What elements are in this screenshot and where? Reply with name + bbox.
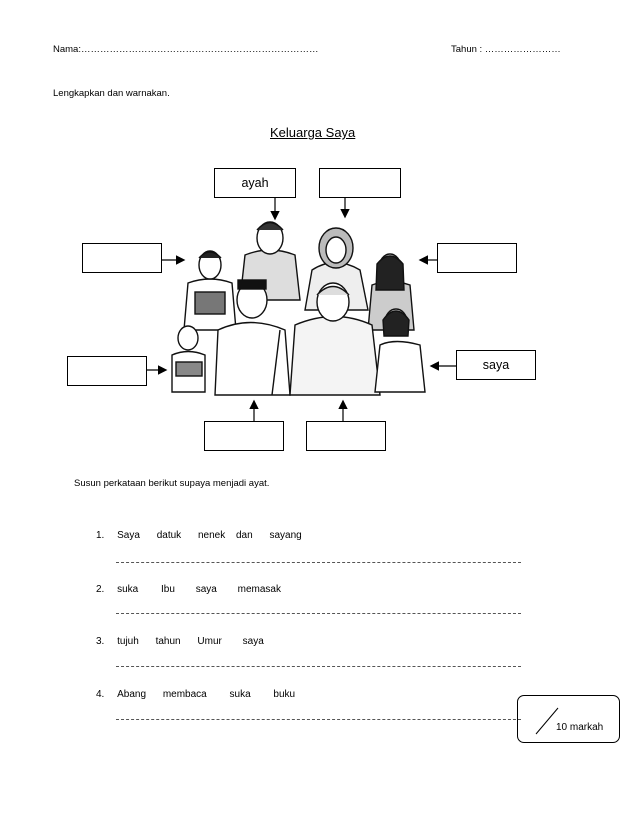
question-1: [96, 530, 302, 541]
word: tahun: [155, 636, 181, 647]
word: Umur: [197, 636, 222, 647]
word: sayang: [269, 530, 302, 541]
question-number: 1.: [96, 530, 105, 541]
score-box: [517, 695, 620, 743]
score-label: 10 markah: [556, 722, 604, 733]
answer-line-3[interactable]: [116, 666, 521, 667]
word: suka: [117, 584, 139, 595]
word: Abang: [117, 689, 147, 700]
label-text: saya: [482, 358, 510, 372]
word: memasak: [237, 584, 281, 595]
answer-line-4[interactable]: [116, 719, 521, 720]
word: Saya: [117, 530, 140, 541]
score-slash: [518, 696, 621, 744]
brother-figure: [184, 251, 236, 330]
word: saya: [242, 636, 264, 647]
word: tujuh: [117, 636, 139, 647]
page-title: Keluarga Saya: [270, 125, 356, 140]
word: datuk: [156, 530, 182, 541]
question-2: [96, 584, 281, 595]
question-3: [96, 636, 264, 647]
answer-line-1[interactable]: [116, 562, 521, 563]
answer-line-2[interactable]: [116, 613, 521, 614]
word: suka: [229, 689, 251, 700]
word: buku: [273, 689, 296, 700]
little-boy-figure: [172, 326, 205, 392]
word: saya: [195, 584, 217, 595]
word: dan: [235, 530, 253, 541]
label-text: ayah: [241, 176, 269, 190]
question-number: 2.: [96, 584, 105, 595]
section2-instruction: Susun perkataan berikut supaya menjadi ayat.: [74, 478, 270, 489]
word: nenek: [197, 530, 226, 541]
question-number: 3.: [96, 636, 105, 647]
nama-field[interactable]: Nama:…………………………………………………………………: [53, 44, 319, 55]
question-number: 4.: [96, 689, 105, 700]
word: membaca: [162, 689, 207, 700]
instruction-text: Lengkapkan dan warnakan.: [53, 88, 170, 99]
little-girl-figure: [375, 309, 425, 392]
question-4: [96, 689, 295, 700]
tahun-field[interactable]: Tahun : ……………………: [451, 44, 561, 55]
word: Ibu: [161, 584, 175, 595]
